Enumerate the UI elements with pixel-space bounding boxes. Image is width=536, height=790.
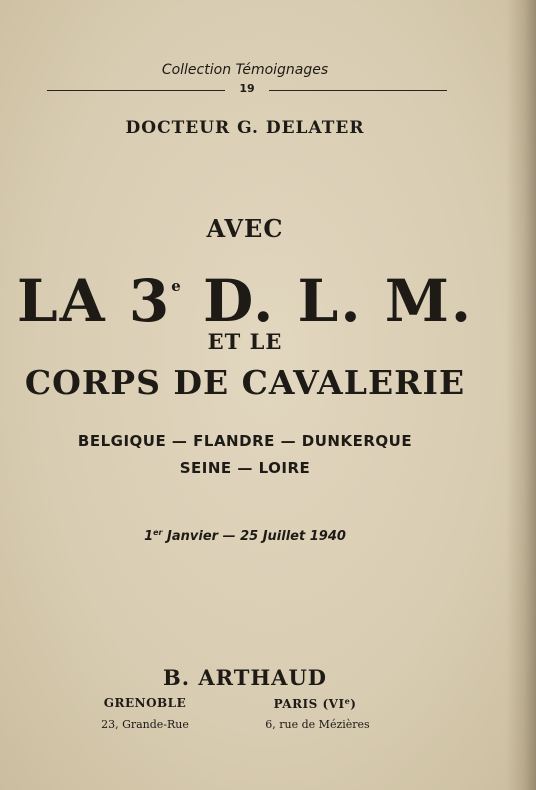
places-line-2: SEINE — LOIRE: [179, 459, 311, 477]
collection-title: Collection Témoignages: [161, 62, 329, 78]
publisher-left-city: GRENOBLE: [103, 696, 187, 710]
date-prefix-superscript: er: [153, 528, 163, 537]
right-city-name: PARIS (VI: [273, 697, 345, 711]
publisher-name: B. ARTHAUD: [162, 665, 328, 690]
title-line-et-le: ET LE: [207, 329, 283, 354]
publisher-right-city: [255, 696, 375, 711]
title-main-superscript: e: [171, 277, 181, 295]
date-range: [0, 528, 490, 544]
right-city-superscript: e: [344, 696, 351, 706]
publisher-right-address: 6, rue de Mézières: [265, 718, 370, 731]
right-city-close: ): [350, 697, 357, 711]
author-name: DOCTEUR G. DELATER: [125, 118, 365, 138]
title-line-avec: AVEC: [206, 214, 284, 243]
collection-rule: [47, 82, 447, 98]
book-spine-shadow: [506, 0, 536, 790]
collection-number: 19: [239, 82, 255, 95]
date-rest: Janvier — 25 Juillet 1940: [162, 529, 346, 544]
title-main-dlm: D. L. M.: [180, 267, 474, 335]
rule-right: [269, 90, 447, 91]
places-line-1: BELGIQUE — FLANDRE — DUNKERQUE: [77, 432, 413, 450]
title-line-corps: CORPS DE CAVALERIE: [24, 363, 466, 402]
date-prefix: 1: [144, 529, 154, 544]
title-main: [0, 250, 490, 337]
title-main-la3: LA 3: [16, 267, 172, 335]
publisher-left-address: 23, Grande-Rue: [101, 718, 189, 731]
